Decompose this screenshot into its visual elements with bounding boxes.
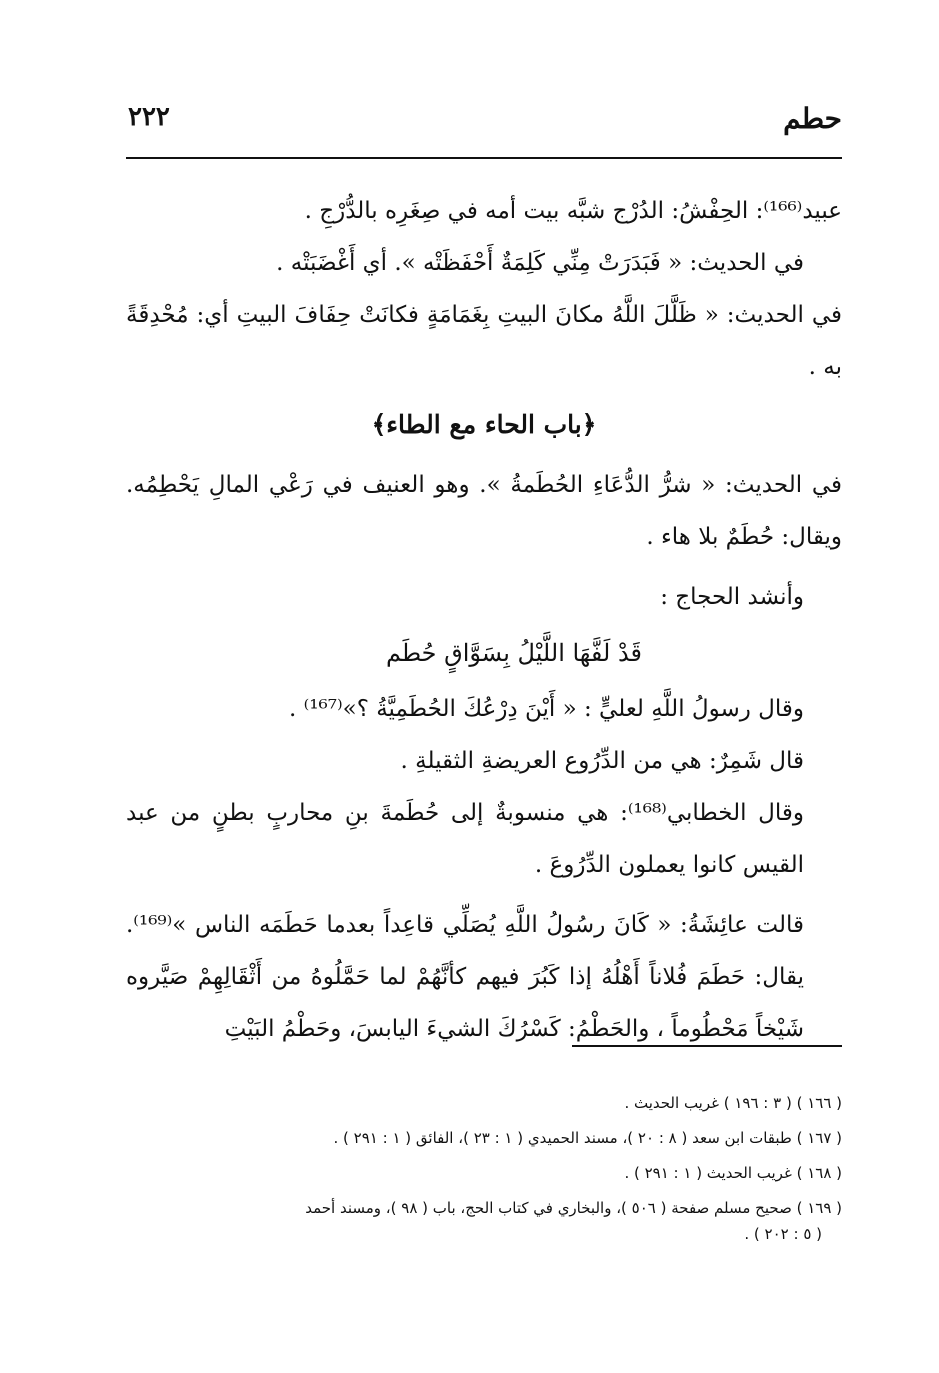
paragraph-aisha: قالت عائِشَةُ: « كَانَ رسُولُ اللَّهِ يُصَلِّي قاعِداً بعدما حَطَمَه الناس »⁽¹⁶⁹⁾. يقال: حَطَمَ فُلاناً أَهْلُهُ إذا كَبُرَ فيهم كأنَّهُمْ لما حَمَّلُوهُ من أَثْقَالِهِمْ صَيَّروه شَيْخاً مَحْطُوماً ، والحَطْمُ: كَسْرُكَ الشيءَ اليابسَ، وحَطْمُ البَيْتِ	[126, 912, 804, 1042]
footnote-169: ( ١٦٩ ) صحيح مسلم صفحة ( ٥٠٦ )، والبخاري في كتاب الحج، باب ( ٩٨ )، ومسند أحمد	[305, 1199, 842, 1217]
paragraph-hajjaj: وأنشد الحجاج :	[660, 584, 804, 610]
footnote-168: ( ١٦٨ ) غريب الحديث ( ١ : ٢٩١ ) .	[624, 1164, 842, 1182]
poetry-verse: قَدْ لَفَّهَا اللَّيْلُ بِسَوَّاقٍ حُطَم	[385, 639, 643, 667]
header-divider	[126, 157, 842, 159]
paragraph-shamir: قال شَمِرٌ: هي من الدِّرُوع العريضةِ الثقيلةِ .	[400, 748, 804, 774]
section-heading: ﴿باب الحاء مع الطاء﴾	[371, 410, 597, 439]
running-head-title: حطم	[783, 102, 842, 135]
footnote-167: ( ١٦٧ ) طبقات ابن سعد ( ٨ : ٢٠ )، مسند الحميدي ( ١ : ٢٣ )، الفائق ( ١ : ٢٩١ ) .	[333, 1129, 842, 1147]
footnote-divider	[572, 1045, 842, 1047]
paragraph-khattabi: وقال الخطابي⁽¹⁶⁸⁾: هي منسوبةٌ إلى حُطَمةَ بنِ محاربٍ بطنٍ من عبد القيس كانوا يعملون الدِّرُوعَ .	[126, 800, 804, 878]
page-header	[126, 100, 842, 140]
paragraph-hutama: في الحديث: « شرُّ الدُّعَاءِ الحُطَمةُ ». وهو العنيف في رَعْي المالِ يَحْطِمُه. ويقال: حُطَمٌ بلا هاء .	[126, 472, 842, 550]
main-text	[126, 185, 842, 1055]
paragraph-hifsh: عبيد⁽¹⁶⁶⁾: الحِفْشُ: الدُرْج شبَّه بيت أمه في صِغَرِه بالدُّرْجِ .	[304, 198, 842, 224]
footnote-166: ( ١٦٦ ) ( ٣ : ١٩٦ ) غريب الحديث .	[624, 1094, 842, 1112]
paragraph-dir: وقال رسولُ اللَّهِ لعليٍّ : « أَيْنَ دِرْعُكَ الحُطَمِيَّةُ ؟»⁽¹⁶⁷⁾ .	[289, 696, 804, 722]
footnotes	[126, 1090, 842, 1256]
page-number: ٢٢٢	[128, 102, 170, 132]
footnote-169-continued: ( ٥ : ٢٠٢ ) .	[744, 1225, 822, 1243]
paragraph-hadith-badarat: في الحديث: « فَبَدَرَتْ مِنِّي كَلِمَةٌ أَحْفَظَتْه ». أي أَغْضَبَتْه .	[276, 250, 804, 276]
paragraph-hadith-ghamama: في الحديث: « ظَلَّلَ اللَّهُ مكانَ البيتِ بِغَمَامَةٍ فكانَتْ حِفَافَ البيتِ أي: مُحْدِقَةً به .	[126, 302, 842, 380]
